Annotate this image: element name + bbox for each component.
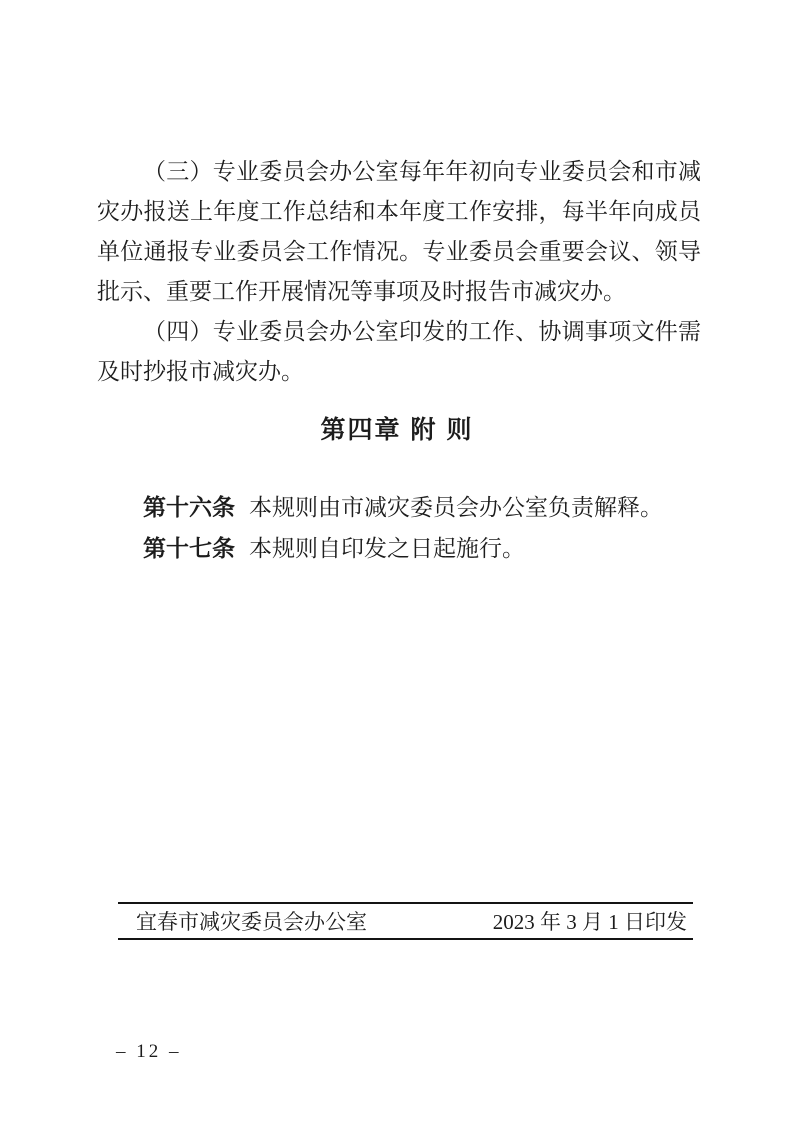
- articles-block: [97, 487, 701, 569]
- article-16: [97, 487, 701, 528]
- footer-date: 2023 年 3 月 1 日印发: [492, 910, 687, 934]
- footer-issuer: 宜春市减灾委员会办公室: [136, 910, 367, 934]
- chapter-heading: 第四章 附 则: [320, 416, 474, 444]
- page-number: – 12 –: [116, 1041, 182, 1062]
- body-paragraphs: [97, 152, 701, 392]
- article-17-label: 第十七条: [143, 535, 235, 561]
- article-16-text: 本规则由市减灾委员会办公室负责解释。: [249, 495, 663, 520]
- article-16-label: 第十六条: [143, 494, 235, 520]
- article-17: [97, 528, 701, 569]
- paragraph-item-3: （三）专业委员会办公室每年年初向专业委员会和市减灾办报送上年度工作总结和本年度工作安排，每半年向成员单位通报专业委员会工作情况。专业委员会重要会议、领导批示、重要工作开展情况等事项及时报告市减灾办。: [97, 159, 701, 304]
- paragraph-item-4: （四）专业委员会办公室印发的工作、协调事项文件需及时抄报市减灾办。: [97, 319, 701, 384]
- footer-box: [118, 902, 693, 940]
- article-17-text: 本规则自印发之日起施行。: [249, 536, 525, 561]
